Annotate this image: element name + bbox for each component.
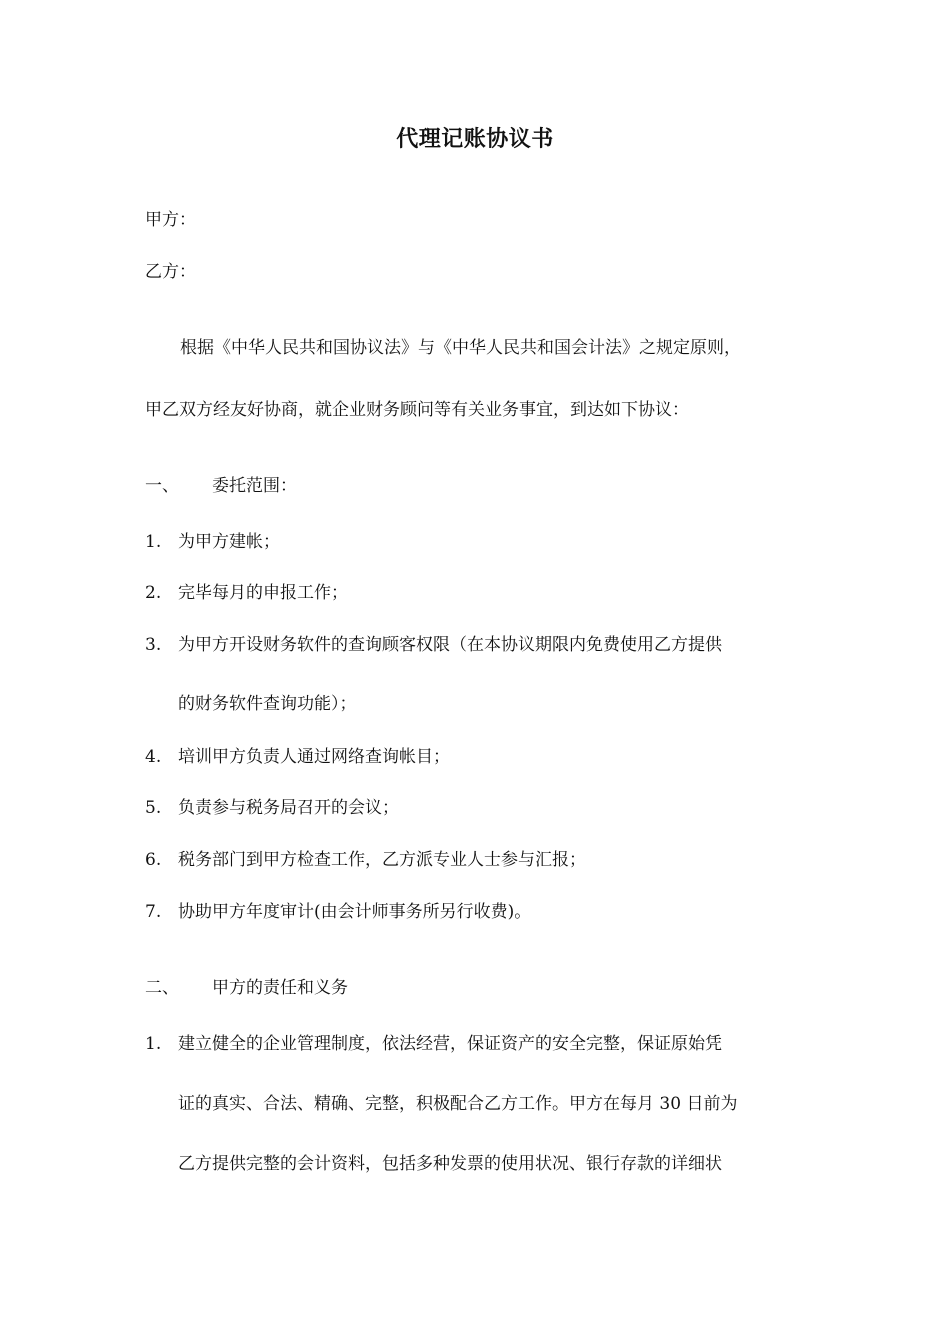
list-item-number: 4.	[145, 747, 162, 767]
list-item-number: 1.	[145, 532, 162, 552]
list-item	[145, 530, 280, 554]
section-2-heading	[145, 976, 348, 1000]
list-item-continuation: 证的真实、合法、精确、完整，积极配合乙方工作。甲方在每月 30 日前为	[178, 1094, 738, 1114]
list-item-number: 1.	[145, 1034, 162, 1054]
intro-line-2: 甲乙双方经友好协商，就企业财务顾问等有关业务事宜，到达如下协议：	[145, 400, 689, 420]
list-item	[145, 745, 450, 769]
list-item-number: 6.	[145, 850, 162, 870]
party-a-label: 甲方：	[145, 210, 196, 230]
intro-line-1: 根据《中华人民共和国协议法》与《中华人民共和国会计法》之规定原则，	[180, 338, 741, 358]
section-1-heading	[145, 474, 297, 498]
section-2-title: 甲方的责任和义务	[212, 978, 348, 998]
list-item-number: 3.	[145, 635, 162, 655]
list-item-number: 7.	[145, 902, 162, 922]
list-item	[145, 633, 722, 657]
section-2-number: 二、	[145, 978, 179, 998]
list-item	[145, 900, 531, 924]
list-item-text: 完毕每月的申报工作；	[178, 583, 348, 603]
list-item-text: 为甲方建帐；	[178, 532, 280, 552]
list-item	[145, 796, 399, 820]
list-item-number: 5.	[145, 798, 162, 818]
list-item	[145, 1032, 722, 1056]
section-1-title: 委托范围：	[212, 476, 297, 496]
list-item-text: 税务部门到甲方检查工作，乙方派专业人士参与汇报；	[178, 850, 586, 870]
list-item-text: 建立健全的企业管理制度，依法经营，保证资产的安全完整，保证原始凭	[178, 1034, 722, 1054]
list-item	[145, 848, 586, 872]
list-item-text: 为甲方开设财务软件的查询顾客权限（在本协议期限内免费使用乙方提供	[178, 635, 722, 655]
party-b-label: 乙方：	[145, 262, 196, 282]
list-item-text: 培训甲方负责人通过网络查询帐目；	[178, 747, 450, 767]
list-item-continuation: 乙方提供完整的会计资料，包括多种发票的使用状况、银行存款的详细状	[178, 1154, 722, 1174]
list-item	[145, 581, 348, 605]
list-item-text: 负责参与税务局召开的会议；	[178, 798, 399, 818]
list-item-text: 协助甲方年度审计(由会计师事务所另行收费)。	[178, 902, 532, 922]
list-item-number: 2.	[145, 583, 162, 603]
document-title: 代理记账协议书	[396, 127, 554, 152]
list-item-continuation: 的财务软件查询功能）；	[178, 694, 357, 714]
section-1-number: 一、	[145, 476, 179, 496]
